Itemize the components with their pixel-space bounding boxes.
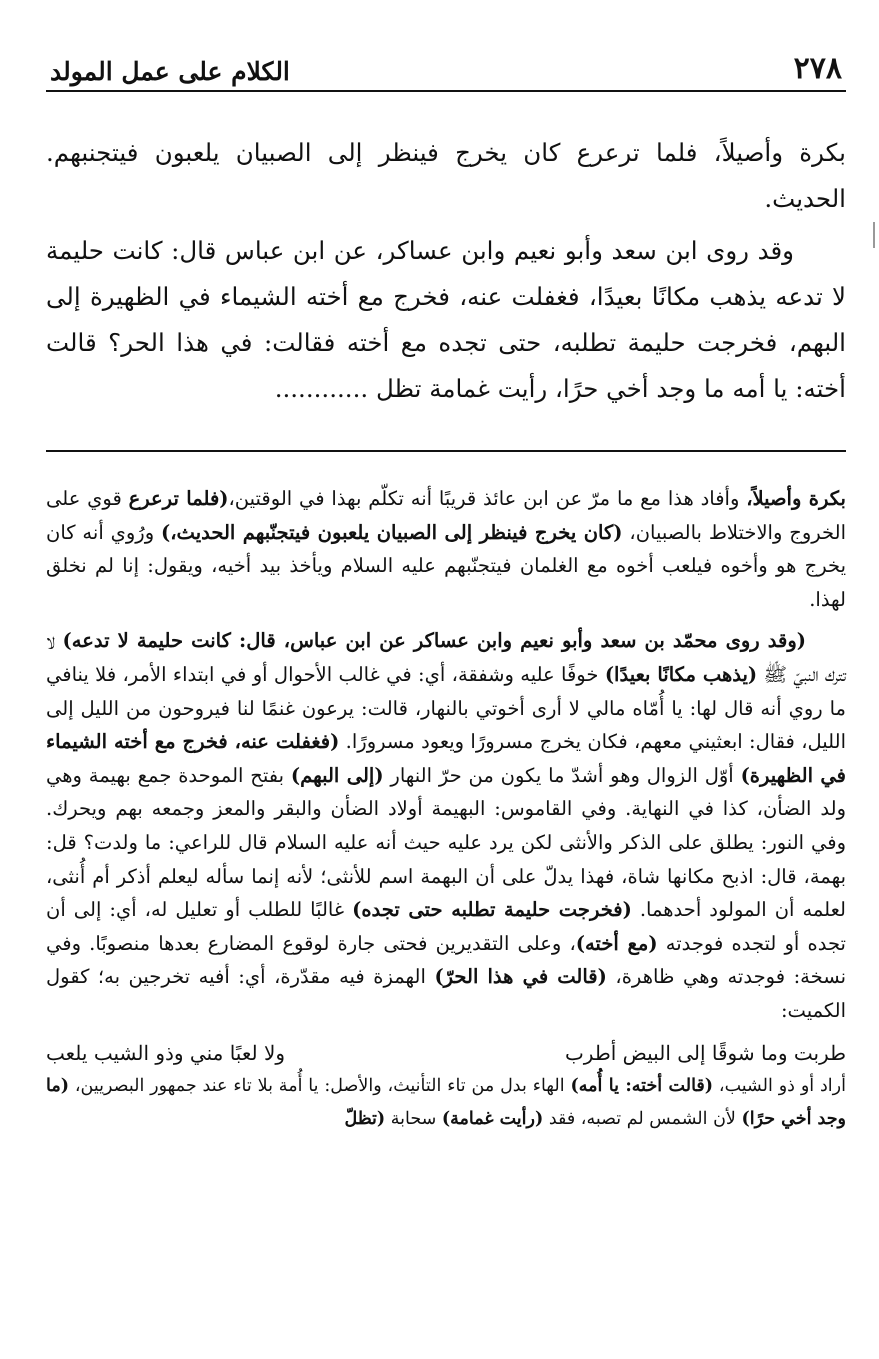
- section-separator: [46, 450, 846, 452]
- commentary-paragraph-2: (وقد روى محمّد بن سعد وأبو نعيم وابن عساكر عن ابن عباس، قال: كانت حليمة لا تدعه) لا تترك النبيّ ﷺ (يذهب مكانًا بعيدًا) خوفًا عليه وشفقة، أي: في غالب الأحوال أو في ابتداء الأمر، فلا ينافي ما روي أنه قال لها: يا أُمّاه مالي لا أرى أخوتي بالنهار، قالت: يرعون غنمًا لنا فيروحون من الليل إلى الليل، فقال: ابعثيني معهم، فكان يخرج مسرورًا ويعود مسرورًا. (فغفلت عنه، فخرج مع أخته الشيماء في الظهيرة) أوّل الزوال وهو أشدّ ما يكون من حرّ النهار (إلى البهم) بفتح الموحدة جمع بهيمة وهي ولد الضأن، كذا في النهاية. وفي القاموس: البهيمة أولاد الضأن والبقر والمعز وجمعه بهم ويحرك. وفي النور: يطلق على الذكر والأنثى لكن يرد عليه حيث أنه عليه السلام قال للراعي: ما ولدت؟ قل: بهمة، قال: اذبح مكانها شاة، فهذا يدلّ على أن البهمة اسم للأنثى؛ لأنه إنما سأله ليعلم أذكر أم أُنثى، لعلمه أن المولود أحدهما. (فخرجت حليمة تطلبه حتى تجده) غالبًا للطلب أو تعليل له، أي: إلى أن تجده أو لتجده فوجدته (مع أخته)، وعلى التقديرين فحتى جارة لوقوع المضارع بعدها منصوبًا. وفي نسخة: فوجدته وهي ظاهرة، (قالت في هذا الحرّ) الهمزة فيه مقدّرة، أي: أفيه تخرجين به؛ كقول الكميت:: [46, 629, 847, 1022]
- poem-hemistich-1: طربت وما شوقًا إلى البيض أطرب: [564, 1040, 846, 1065]
- margin-mark: [873, 222, 875, 248]
- poem-hemistich-2: ولا لعبًا مني وذو الشيب يلعب: [46, 1040, 286, 1065]
- commentary-paragraph-1: بكرة وأصيلاً، وأفاد هذا مع ما مرّ عن ابن عائذ قريبًا أنه تكلّم بهذا في الوقتين،(فلما ترعرع قوي على الخروج والاختلاط بالصبيان، (كان يخرج فينظر إلى الصبيان يلعبون فيتجنّبهم الحديث،) ورُوي أنه كان يخرج هو وأخوه فيلعب أخوه مع الغلمان فيتجنّبهم عليه السلام ويأخذ بيد أخيه، ويقول: إنا لم نخلق لهذا.: [46, 487, 846, 611]
- main-paragraph-2: وقد روى ابن سعد وأبو نعيم وابن عساكر، عن ابن عباس قال: كانت حليمة لا تدعه يذهب مكانًا بعيدًا، فغفلت عنه، فخرج مع أخته الشيماء في الظهيرة إلى البهم، فخرجت حليمة تطلبه، حتى تجده مع أخته فقالت: في هذا الحر؟ قالت أخته: يا أمه ما وجد أخي حرًا، رأيت غمامة تظل ............: [46, 236, 846, 403]
- commentary: [46, 482, 846, 1136]
- page-header: [46, 40, 846, 92]
- running-title: الكلام على عمل المولد: [50, 57, 290, 86]
- main-text: [46, 130, 846, 412]
- commentary-paragraph-3: أراد أو ذو الشيب، (قالت أخته: يا أُمه) الهاء بدل من تاء التأنيث، والأصل: يا أُمة بلا تاء عند جمهور البصريين، (ما وجد أخي حرًا) لأن الشمس لم تصبه، فقد (رأيت غمامة) سحابة (تظلّ: [46, 1075, 846, 1129]
- document-page: [46, 40, 846, 1136]
- page-number: ٢٧٨: [793, 51, 842, 86]
- ellipsis-dots: ............: [274, 374, 369, 403]
- main-paragraph-1: بكرة وأصيلاً، فلما ترعرع كان يخرج فينظر إلى الصبيان يلعبون فيتجنبهم. الحديث.: [46, 138, 846, 213]
- poem-verse: [46, 1036, 846, 1070]
